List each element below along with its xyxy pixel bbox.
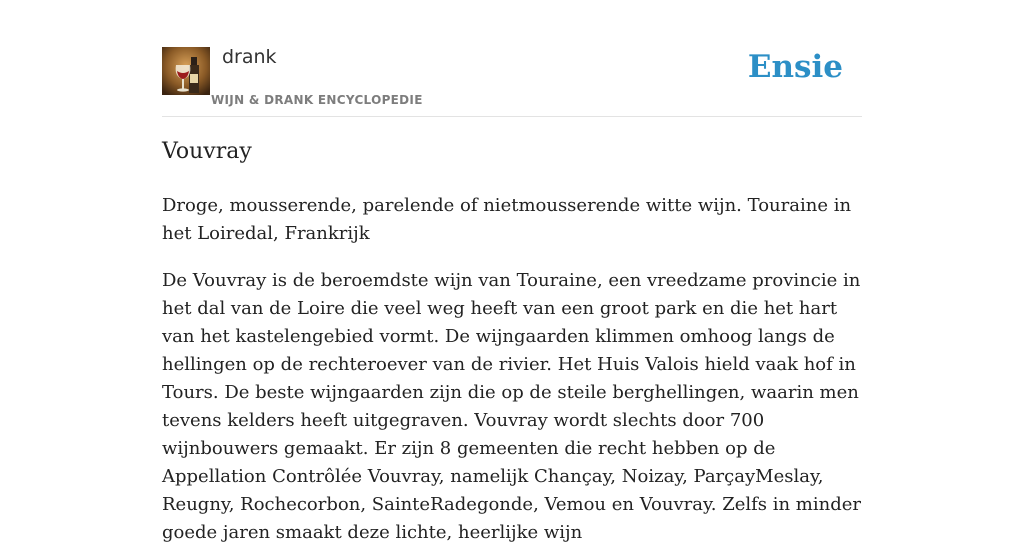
header <box>162 44 862 117</box>
brand-logo[interactable]: Ensie <box>747 49 843 85</box>
article-lead: Droge, mousserende, parelende of nietmousserende witte wijn. Touraine in het Loiredal, Frankrijk <box>162 195 852 244</box>
site-subtitle: WIJN & DRANK ENCYCLOPEDIE <box>211 93 423 107</box>
category-link[interactable]: drank <box>222 46 277 68</box>
wine-glass-bottle-icon[interactable] <box>162 47 210 95</box>
page-title: Vouvray <box>162 139 252 164</box>
article-body: De Vouvray is de beroemdste wijn van Touraine, een vreedzame provincie in het dal van de Loire die veel weg heeft van een groot park en die het hart van het kastelengebied vormt. De wijngaarden klimmen omhoog langs de hellingen op de rechteroever van de rivier. Het Huis Valois hield vaak hof in Tours. De beste wijngaarden zijn die op de steile berghellingen, waarin men tevens kelders heeft uitgegraven. Vouvray wordt slechts door 700 wijnbouwers gemaakt. Er zijn 8 gemeenten die recht hebben op de Appellation Contrôlée Vouvray, namelijk Chançay, Noizay, ParçayMeslay, Reugny, Rochecorbon, SainteRadegonde, Vemou en Vouvray. Zelfs in minder goede jaren smaakt deze lichte, heerlijke wijn <box>162 270 862 543</box>
